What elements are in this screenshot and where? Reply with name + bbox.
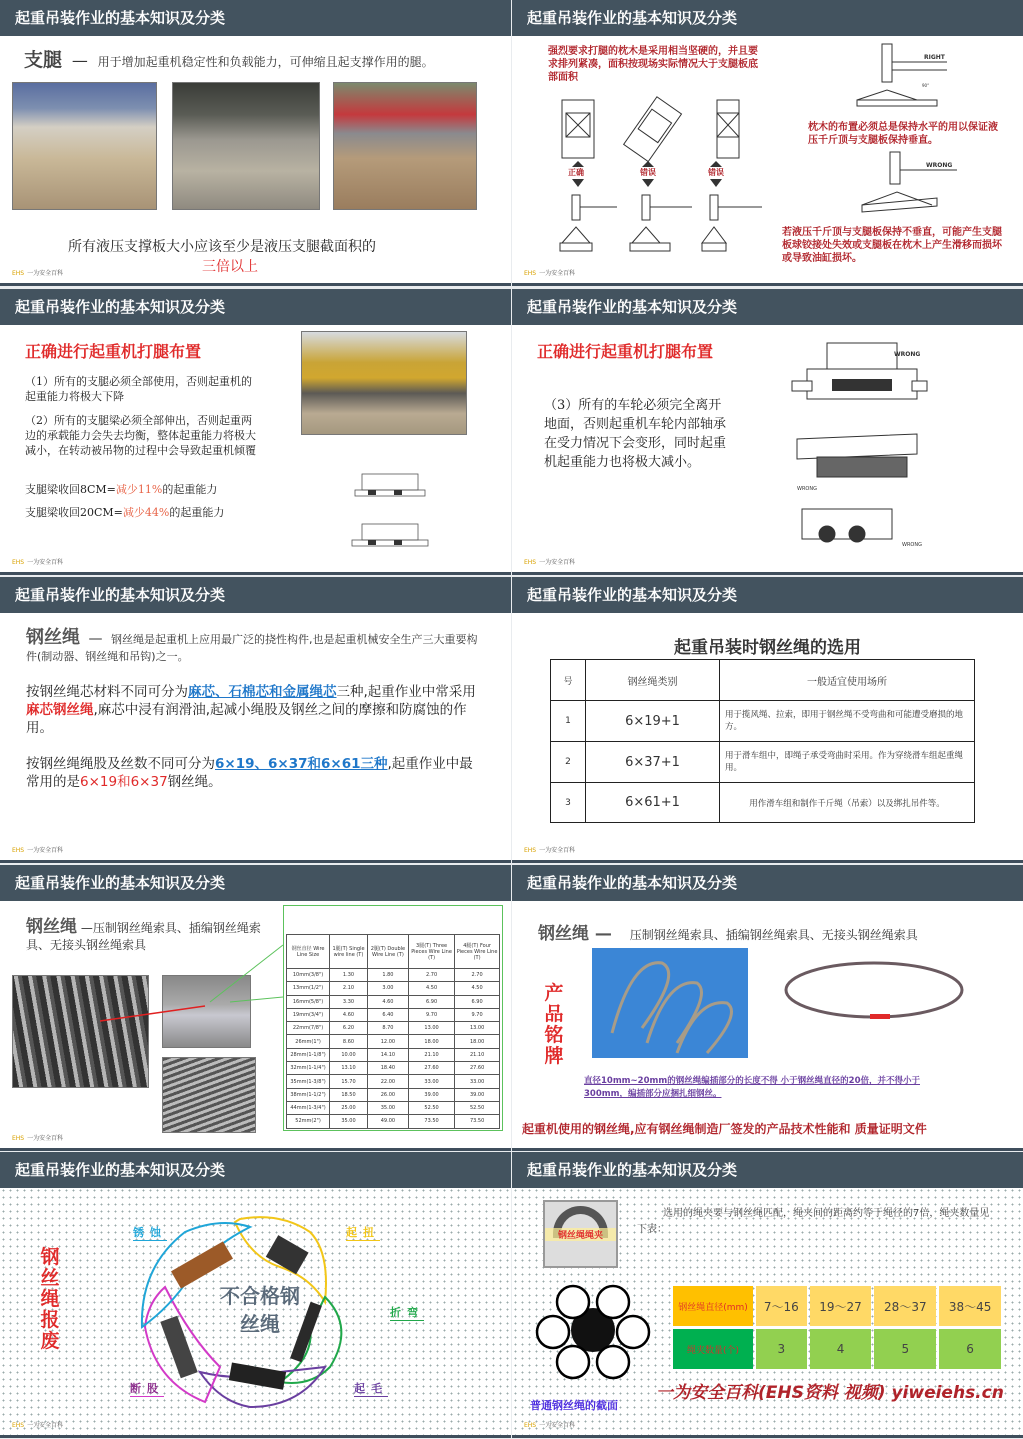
paragraph-2: （2）所有的支腿梁必须全部伸出，否则起重两边的承载能力会失去均衡，整体起重能力将极大减小，在转动被吊物的过程中会导致起重机倾覆 bbox=[25, 414, 256, 457]
note-mid: 枕木的布置必须总是保持水平的用以保证液压千斤顶与支腿板保持垂直。 bbox=[808, 122, 998, 146]
slide-header: 起重吊装作业的基本知识及分类 bbox=[512, 865, 1023, 901]
cross-section-label: 普通钢丝绳的截面 bbox=[530, 1399, 618, 1412]
table-title: 起重吊装时钢丝绳的选用 bbox=[674, 638, 861, 658]
slide-header: 起重吊装作业的基本知识及分类 bbox=[0, 577, 511, 613]
label-kink: 起扭 bbox=[346, 1226, 380, 1239]
slide-8-product-plate bbox=[512, 865, 1023, 1151]
splice-note: 直径10mm~20mm的钢丝绳编插部分的长度不得 小于钢丝绳直径的20倍，并不得小于300mm，编插部分应捆扎细钢丝。 bbox=[584, 1076, 920, 1099]
paragraph-4: 支腿梁收回20CM=减少44%的起重能力 bbox=[25, 506, 225, 519]
slide-4-wheels bbox=[512, 289, 1023, 575]
slide-header: 起重吊装作业的基本知识及分类 bbox=[0, 1152, 511, 1188]
table-row: 3 6×61+1 用作滑车组和制作千斤绳（吊索）以及绑扎吊件等。 bbox=[551, 783, 975, 823]
table-row: 22mm(7/8") 6.20 8.70 13.00 13.00 bbox=[287, 1022, 500, 1035]
label-wrong: 错误 bbox=[640, 168, 656, 177]
side-label: 钢丝绳报废 bbox=[40, 1246, 60, 1352]
note-bottom: 若液压千斤顶与支腿板保持不垂直，可能产生支腿板球铰接处失效或支腿板在枕木上产生滑移而损坏或导致油缸损坏。 bbox=[782, 227, 1002, 264]
term: 钢丝绳 bbox=[26, 627, 80, 648]
paragraph-3: 支腿梁收回8CM=减少11%的起重能力 bbox=[25, 483, 218, 496]
sling-loops-illustration bbox=[592, 948, 748, 1058]
wrong-label: WRONG bbox=[926, 162, 953, 169]
definition: 钢丝绳是起重机上应用最广泛的挠性构件,也是起重机械安全生产三大重要构件(制动器、钢丝绳和吊钩)之一。 bbox=[26, 633, 478, 663]
table-row: 13mm(1/2") 2.10 3.00 4.50 4.50 bbox=[287, 982, 500, 995]
crane-wheel-diagrams bbox=[787, 339, 932, 559]
slide-5-wire-rope-intro bbox=[0, 577, 511, 863]
paragraph-1: （3）所有的车轮必须完全离开地面，否则起重机车轮内部轴承在受力情况下会变形，同时起重机起重能力也将极大减小。 bbox=[544, 398, 727, 470]
certificate-requirement: 起重机使用的钢丝绳,应有钢丝绳制造厂签发的产品技术性能和 质量证明文件 bbox=[522, 1122, 927, 1136]
subtitle: 正确进行起重机打腿布置 bbox=[537, 342, 714, 361]
term-definition: 钢丝绳 — 钢丝绳是起重机上应用最广泛的挠性构件,也是起重机械安全生产三大重要构件(制动器、钢丝绳和吊钩)之一。 bbox=[26, 627, 478, 663]
slide-2-timber-layout bbox=[512, 0, 1023, 286]
footer-logo: EHS 一为安全百科 bbox=[12, 559, 64, 566]
term: 钢丝绳 bbox=[26, 917, 77, 937]
slide-7-rope-slings bbox=[0, 865, 511, 1151]
clamp-count-table bbox=[670, 1283, 1004, 1372]
label-correct: 正确 bbox=[568, 168, 584, 177]
table-row: 16mm(5/8") 3.30 4.60 6.90 6.90 bbox=[287, 995, 500, 1008]
table-row: 26mm(1") 8.60 12.00 18.00 18.00 bbox=[287, 1035, 500, 1048]
right-jack-diagram bbox=[852, 42, 952, 112]
table-row: 2 6×37+1 用于滑车组中，即绳子承受弯曲时采用。作为穿绕滑车组起重绳用。 bbox=[551, 742, 975, 783]
watermark: 一为安全百科(EHS资料 视频) yiweiehs.cn bbox=[656, 1383, 1004, 1403]
capacity-table: 钢丝直径 Wire Line Size 1腿(T) Single wire line (T) 2腿(T) Double Wire Line (T) 3腿(T) Three Pieces Wire Line (T) 4腿(T) Four Pieces Wire Line (T) 10mm(3/8") 1.30 1.80 2.70 2.70 13mm(1/2") 2.10 3.00 4.50 4.50 16mm(5/8") 3.30 4.60 6.90 6.90 19mm(3/4") 4.60 6.40 9.70 9.70 22mm(7/8") 6.20 8.70 13.00 13.00 26mm(1") 8.60 12.00 18.00 18.00 28mm(1-1/8") 10.00 14.10 21.10 21.10 32mm(1-1/4") 13.10 18.40 27.60 27.60 35mm(1-3/8") 15.70 22.00 33.00 33.00 38mm(1-1/2") 18.50 26.00 39.00 39.00 44mm(1-3/4") 25.00 35.00 52.50 52.50 52mm(2") 35.00 49.00 73.50 73.50 bbox=[286, 934, 500, 1129]
table-row: 钢丝绳直径(mm) 7～16 19～27 28～37 38～45 bbox=[673, 1286, 1001, 1326]
slide-header: 起重吊装作业的基本知识及分类 bbox=[512, 289, 1023, 325]
capacity-table-frame bbox=[283, 905, 503, 1131]
footer-logo: EHS 一为安全百科 bbox=[12, 1135, 64, 1142]
subtitle: 正确进行起重机打腿布置 bbox=[25, 342, 202, 361]
selection-table: 号 钢丝绳类别 一般适宜使用场所 1 6×19+1 用于揽风绳、拉索，即用于钢丝绳不受弯曲和可能遭受磨损的地方。 2 6×37+1 用于滑车组中，即绳子承受弯曲时采用。作为穿绕滑车组起重绳用。 3 6×61+1 用作滑车组和制作千斤绳（吊索）以及绑扎吊件等。 bbox=[550, 659, 975, 823]
footer-logo: EHS 一为安全百科 bbox=[524, 559, 576, 566]
side-label: 产品铭牌 bbox=[544, 982, 564, 1067]
clamp-instructions: 选用的绳夹要与钢丝绳匹配，绳夹间的距离约等于绳径的7倍，绳夹数量见下表： bbox=[637, 1208, 990, 1235]
wrong-jack-diagram bbox=[852, 150, 962, 220]
capacity-table-body bbox=[287, 969, 500, 1129]
right-label: RIGHT bbox=[924, 54, 945, 61]
clamp-photo bbox=[543, 1200, 618, 1268]
table-row: 绳夹数量(个) 3 4 5 6 bbox=[673, 1329, 1001, 1369]
table-row: 44mm(1-3/4") 25.00 35.00 52.50 52.50 bbox=[287, 1101, 500, 1114]
label-wrong: 错误 bbox=[708, 168, 724, 177]
table-row: 28mm(1-1/8") 10.00 14.10 21.10 21.10 bbox=[287, 1048, 500, 1061]
slide-header: 起重吊装作业的基本知识及分类 bbox=[0, 289, 511, 325]
slide-header: 起重吊装作业的基本知识及分类 bbox=[0, 865, 511, 901]
outrigger-diagram bbox=[350, 469, 430, 549]
slide-3-outrigger-setup bbox=[0, 289, 511, 575]
outrigger-on-steel-plate-photo bbox=[333, 82, 477, 210]
footer-logo: EHS 一为安全百科 bbox=[524, 270, 576, 277]
slide-6-selection-table bbox=[512, 577, 1023, 863]
endless-sling-image bbox=[782, 957, 967, 1022]
paragraph-strand-types: 按钢丝绳绳股及丝数不同可分为6×19、6×37和6×61三种,起重作业中最常用的是6×19和6×37钢丝绳。 bbox=[26, 756, 473, 790]
label-broken-strand: 断股 bbox=[130, 1382, 164, 1395]
slide-1-outrigger bbox=[0, 0, 511, 286]
outrigger-pad-on-wood-photo bbox=[12, 82, 157, 210]
label-fray: 起毛 bbox=[354, 1382, 388, 1395]
label-rust: 锈蚀 bbox=[133, 1226, 167, 1239]
crane-photo bbox=[301, 331, 467, 435]
wrong-label-2: WRONG bbox=[797, 486, 817, 492]
footer-logo: EHS 一为安全百科 bbox=[524, 1422, 576, 1429]
table-row: 32mm(1-1/4") 13.10 18.40 27.60 27.60 bbox=[287, 1062, 500, 1075]
table-row: 1 6×19+1 用于揽风绳、拉索，即用于钢丝绳不受弯曲和可能遭受磨损的地方。 bbox=[551, 701, 975, 742]
clamp-label: 钢丝绳绳夹 bbox=[545, 1228, 616, 1241]
paragraph-core-material: 按钢丝绳芯材料不同可分为麻芯、石棉芯和金属绳芯三种,起重作业中常采用麻芯钢丝绳,麻芯中浸有润滑油,起减小绳股及钢丝之间的摩擦和防腐蚀的作用。 bbox=[26, 684, 476, 736]
slide-10-rope-clamps bbox=[512, 1152, 1023, 1438]
timber-arrangement-diagram bbox=[552, 95, 767, 255]
term: 钢丝绳 — bbox=[538, 924, 612, 944]
caption-highlight: 三倍以上 bbox=[202, 259, 258, 275]
caption: 所有液压支撑板大小应该至少是液压支腿截面积的 bbox=[68, 239, 376, 255]
table-row: 10mm(3/8") 1.30 1.80 2.70 2.70 bbox=[287, 969, 500, 982]
paragraph-1: （1）所有的支腿必须全部使用，否则起重机的起重能力将极大下降 bbox=[25, 375, 252, 403]
angle-label: 90° bbox=[922, 83, 930, 88]
table-row: 38mm(1-1/2") 18.50 26.00 39.00 39.00 bbox=[287, 1088, 500, 1101]
table-row: 52mm(2") 35.00 49.00 73.50 73.50 bbox=[287, 1115, 500, 1128]
rope-cross-section bbox=[528, 1280, 658, 1380]
footer-logo: EHS 一为安全百科 bbox=[12, 847, 64, 854]
footer-logo: EHS 一为安全百科 bbox=[12, 1422, 64, 1429]
term-definition: 支腿 — 用于增加起重机稳定性和负载能力，可伸缩且起支撑作用的腿。 bbox=[24, 49, 434, 71]
slide-header: 起重吊装作业的基本知识及分类 bbox=[0, 0, 511, 36]
table-row: 35mm(1-3/8") 15.70 22.00 33.00 33.00 bbox=[287, 1075, 500, 1088]
term: 支腿 bbox=[24, 49, 63, 71]
definition: 压制钢丝绳索具、插编钢丝绳索具、无接头钢丝绳索具 bbox=[629, 928, 918, 942]
definition: 用于增加起重机稳定性和负载能力，可伸缩且起支撑作用的腿。 bbox=[97, 55, 434, 69]
spliced-sling-photo bbox=[592, 948, 748, 1058]
wrong-label-3: WRONG bbox=[902, 542, 922, 548]
footer-logo: EHS 一为安全百科 bbox=[524, 847, 576, 854]
slide-header: 起重吊装作业的基本知识及分类 bbox=[512, 577, 1023, 613]
slide-9-scrap-criteria bbox=[0, 1152, 511, 1438]
term-definition bbox=[538, 919, 918, 944]
label-bend: 折弯 bbox=[390, 1306, 424, 1319]
table-row: 19mm(3/4") 4.60 6.40 9.70 9.70 bbox=[287, 1008, 500, 1021]
slide-header: 起重吊装作业的基本知识及分类 bbox=[512, 0, 1023, 36]
definition: —压制钢丝绳索具、插编钢丝绳索具、无接头钢丝绳索具 bbox=[26, 921, 261, 952]
slide-header: 起重吊装作业的基本知识及分类 bbox=[512, 1152, 1023, 1188]
note-top: 强烈要求打腿的枕木是采用相当坚硬的，并且要求排列紧凑，面积按现场实际情况大于支腿板底部面积 bbox=[548, 46, 758, 83]
outrigger-on-gravel-photo bbox=[172, 82, 320, 210]
footer-logo: EHS 一为安全百科 bbox=[12, 270, 64, 277]
center-label: 不合格钢丝绳 bbox=[220, 1284, 300, 1336]
grommet-pile-photo bbox=[162, 1057, 256, 1133]
wrong-label-1: WRONG bbox=[894, 351, 921, 358]
callout-lines bbox=[90, 905, 290, 1025]
